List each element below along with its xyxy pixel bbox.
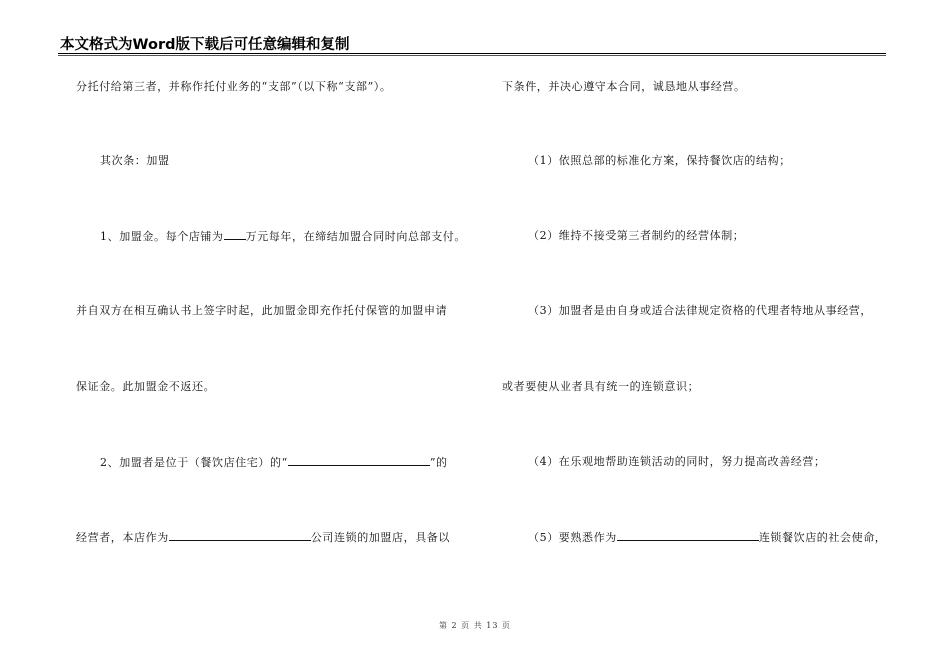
left-line-7-text-a: 经营者，本店作为	[76, 531, 169, 544]
right-line-6: （4）在乐观地帮助连锁活动的同时，努力提高改善经营；	[528, 455, 826, 468]
left-line-6	[100, 455, 448, 470]
left-line-6-text-b: ”的	[429, 456, 448, 469]
left-line-1: 分托付给第三者，并称作托付业务的“支部”（以下称“支部”）。	[76, 80, 392, 93]
left-line-3-text-b: 万元每年，在缔结加盟合同时向总部支付。	[245, 230, 467, 243]
right-line-5: 或者要使从业者具有统一的连锁意识；	[502, 380, 700, 393]
left-line-7	[76, 530, 450, 545]
right-line-7	[528, 530, 886, 545]
blank-underline	[288, 455, 430, 466]
left-line-3	[100, 229, 466, 244]
document-header-title: 本文格式为Word版下载后可任意编辑和复制	[60, 37, 350, 53]
header-divider	[58, 53, 886, 56]
right-line-7-text-b: 连锁餐饮店的社会使命，	[758, 531, 887, 544]
right-line-2: （1）依照总部的标准化方案，保持餐饮店的结构；	[528, 154, 791, 167]
blank-underline	[617, 530, 759, 541]
left-line-2: 其次条：加盟	[100, 154, 170, 167]
blank-underline	[224, 229, 246, 240]
left-line-3-text-a: 1、加盟金。每个店铺为	[100, 230, 224, 243]
left-line-4: 并自双方在相互确认书上签字时起，此加盟金即充作托付保管的加盟申请	[76, 304, 448, 317]
left-line-5: 保证金。此加盟金不返还。	[76, 380, 216, 393]
right-line-3: （2）维持不接受第三者制约的经营体制；	[528, 229, 745, 242]
left-line-6-text-a: 2、加盟者是位于（餐饮店住宅）的“	[100, 456, 288, 469]
right-line-7-text-a: （5）要熟悉作为	[528, 531, 617, 544]
page-number-footer: 第 2 页 共 13 页	[439, 621, 511, 630]
right-line-1: 下条件，并决心遵守本合同，诚恳地从事经营。	[502, 80, 746, 93]
left-line-7-text-b: 公司连锁的加盟店，具备以	[310, 531, 451, 544]
blank-underline	[169, 530, 311, 541]
right-line-4: （3）加盟者是由自身或适合法律规定资格的代理者特地从事经营，	[528, 304, 872, 317]
